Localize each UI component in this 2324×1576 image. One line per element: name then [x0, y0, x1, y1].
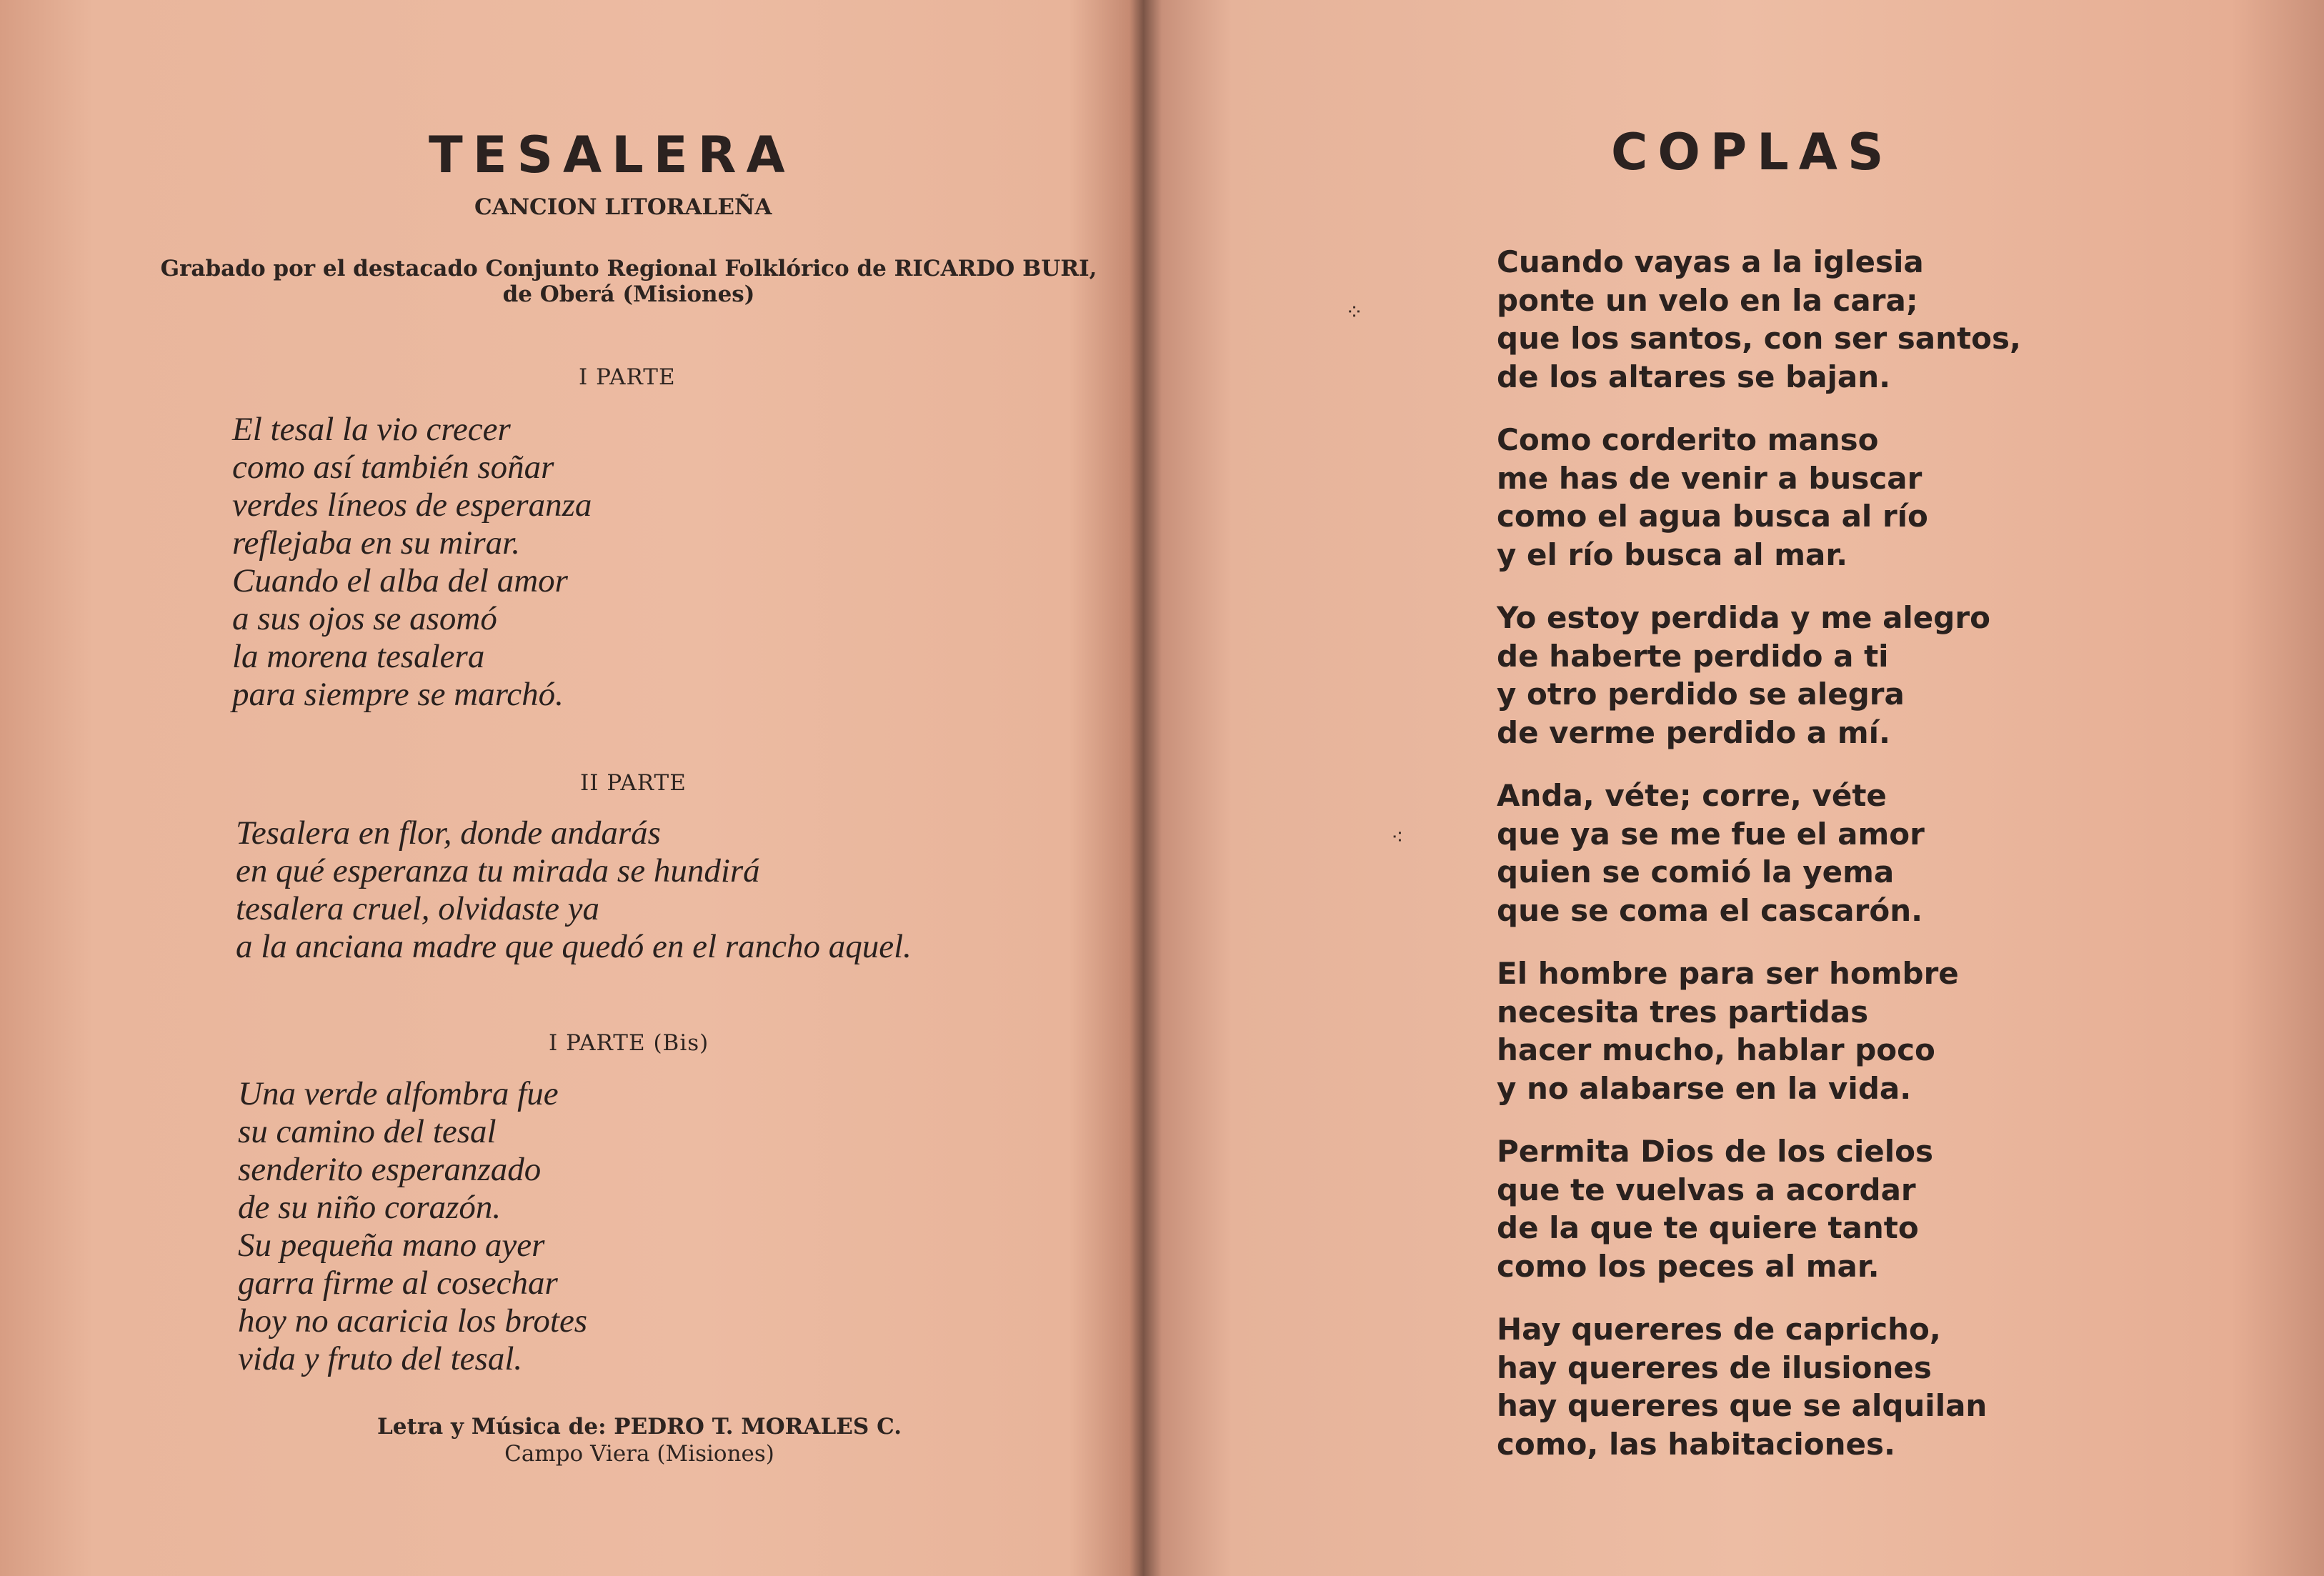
verse-line: la morena tesalera	[232, 638, 485, 675]
footer-line-1: Letra y Música de: PEDRO T. MORALES C.	[376, 1414, 902, 1440]
copla-line: quien se comió la yema	[1497, 854, 1895, 889]
copla-line: hay quereres que se alquilan	[1497, 1388, 1988, 1423]
copla-line: Cuando vayas a la iglesia	[1497, 244, 1924, 279]
paper-blemish: ⁖	[1391, 825, 1404, 850]
verse-line: a sus ojos se asomó	[232, 600, 497, 637]
copla-line: me has de venir a buscar	[1497, 460, 1922, 496]
copla-line: que te vuelvas a acordar	[1497, 1172, 1916, 1207]
copla-line: ponte un velo en la cara;	[1497, 282, 1918, 318]
copla-line: y otro perdido se alegra	[1497, 677, 1905, 712]
verse-line: su camino del tesal	[238, 1113, 497, 1150]
verse-part-1	[232, 411, 592, 714]
section-heading: I PARTE	[579, 364, 676, 390]
verse-line: tesalera cruel, olvidaste ya	[236, 890, 600, 927]
verse-line: hoy no acaricia los brotes	[238, 1302, 588, 1340]
verse-line: a la anciana madre que quedó en el rancho aquel.	[236, 928, 912, 965]
copla-line: hay quereres de ilusiones	[1497, 1350, 1932, 1385]
credit-line-1: Grabado por el destacado Conjunto Regional Folklórico de RICARDO BURI,	[160, 256, 1097, 281]
verse-line: Cuando el alba del amor	[232, 562, 568, 599]
section-heading: I PARTE (Bis)	[549, 1030, 709, 1056]
verse-line: verdes líneos de esperanza	[232, 487, 592, 524]
verse-line: Una verde alfombra fue	[238, 1075, 559, 1112]
copla-stanza	[1497, 421, 1928, 574]
verse-line: en qué esperanza tu mirada se hundirá	[236, 852, 760, 889]
verse-line: El tesal la vio crecer	[232, 411, 511, 448]
copla-line: que se coma el cascarón.	[1497, 892, 1923, 928]
recording-credit	[129, 256, 1129, 307]
section-heading: II PARTE	[580, 770, 687, 796]
verse-line: como así también soñar	[232, 449, 554, 486]
copla-line: de verme perdido a mí.	[1497, 714, 1890, 750]
copla-stanza	[1497, 777, 1925, 929]
song-subtitle: CANCION LITORALEÑA	[474, 194, 772, 220]
song-title: TESALERA	[429, 126, 795, 184]
paper-blemish: ⁘	[1345, 300, 1364, 325]
copla-line: El hombre para ser hombre	[1497, 956, 1959, 991]
copla-stanza	[1497, 243, 2021, 396]
copla-line: y no alabarse en la vida.	[1497, 1070, 1912, 1106]
credit-line-2: de Oberá (Misiones)	[502, 281, 755, 307]
verse-line: senderito esperanzado	[238, 1151, 542, 1188]
copla-stanza	[1497, 954, 1959, 1107]
copla-line: como, las habitaciones.	[1497, 1426, 1895, 1462]
copla-line: Hay quereres de capricho,	[1497, 1312, 1941, 1347]
copla-line: como el agua busca al río	[1497, 499, 1928, 534]
copla-line: que los santos, con ser santos,	[1497, 321, 2021, 356]
verse-line: Su pequeña mano ayer	[238, 1227, 545, 1264]
verse-line: vida y fruto del tesal.	[238, 1340, 523, 1377]
copla-line: Como corderito manso	[1497, 422, 1879, 457]
verse-line: reflejaba en su mirar.	[232, 524, 520, 562]
copla-stanza	[1497, 1132, 1933, 1285]
footer-line-2: Campo Viera (Misiones)	[504, 1441, 774, 1467]
copla-line: que ya se me fue el amor	[1497, 816, 1925, 852]
copla-stanza	[1497, 1310, 1987, 1463]
copla-stanza	[1497, 599, 1990, 752]
verse-line: para siempre se marchó.	[232, 676, 564, 713]
copla-line: como los peces al mar.	[1497, 1248, 1880, 1284]
verse-line: garra firme al cosechar	[238, 1265, 558, 1302]
copla-line: hacer mucho, hablar poco	[1497, 1032, 1935, 1067]
copla-line: Yo estoy perdida y me alegro	[1497, 600, 1990, 635]
copla-line: de haberte perdido a ti	[1497, 638, 1889, 674]
verse-line: de su niño corazón.	[238, 1189, 502, 1226]
coplas-title: COPLAS	[1611, 123, 1894, 181]
verse-part-2	[236, 814, 912, 966]
copla-line: Permita Dios de los cielos	[1497, 1134, 1933, 1169]
copla-line: de la que te quiere tanto	[1497, 1210, 1919, 1245]
copla-line: Anda, véte; corre, véte	[1497, 778, 1887, 813]
copla-line: de los altares se bajan.	[1497, 359, 1891, 394]
copla-line: necesita tres partidas	[1497, 994, 1869, 1029]
right-page	[1182, 0, 2324, 1576]
authorship-credit	[286, 1413, 993, 1467]
copla-line: y el río busca al mar.	[1497, 537, 1848, 572]
verse-part-1-bis	[238, 1075, 587, 1378]
verse-line: Tesalera en flor, donde andarás	[236, 814, 661, 852]
